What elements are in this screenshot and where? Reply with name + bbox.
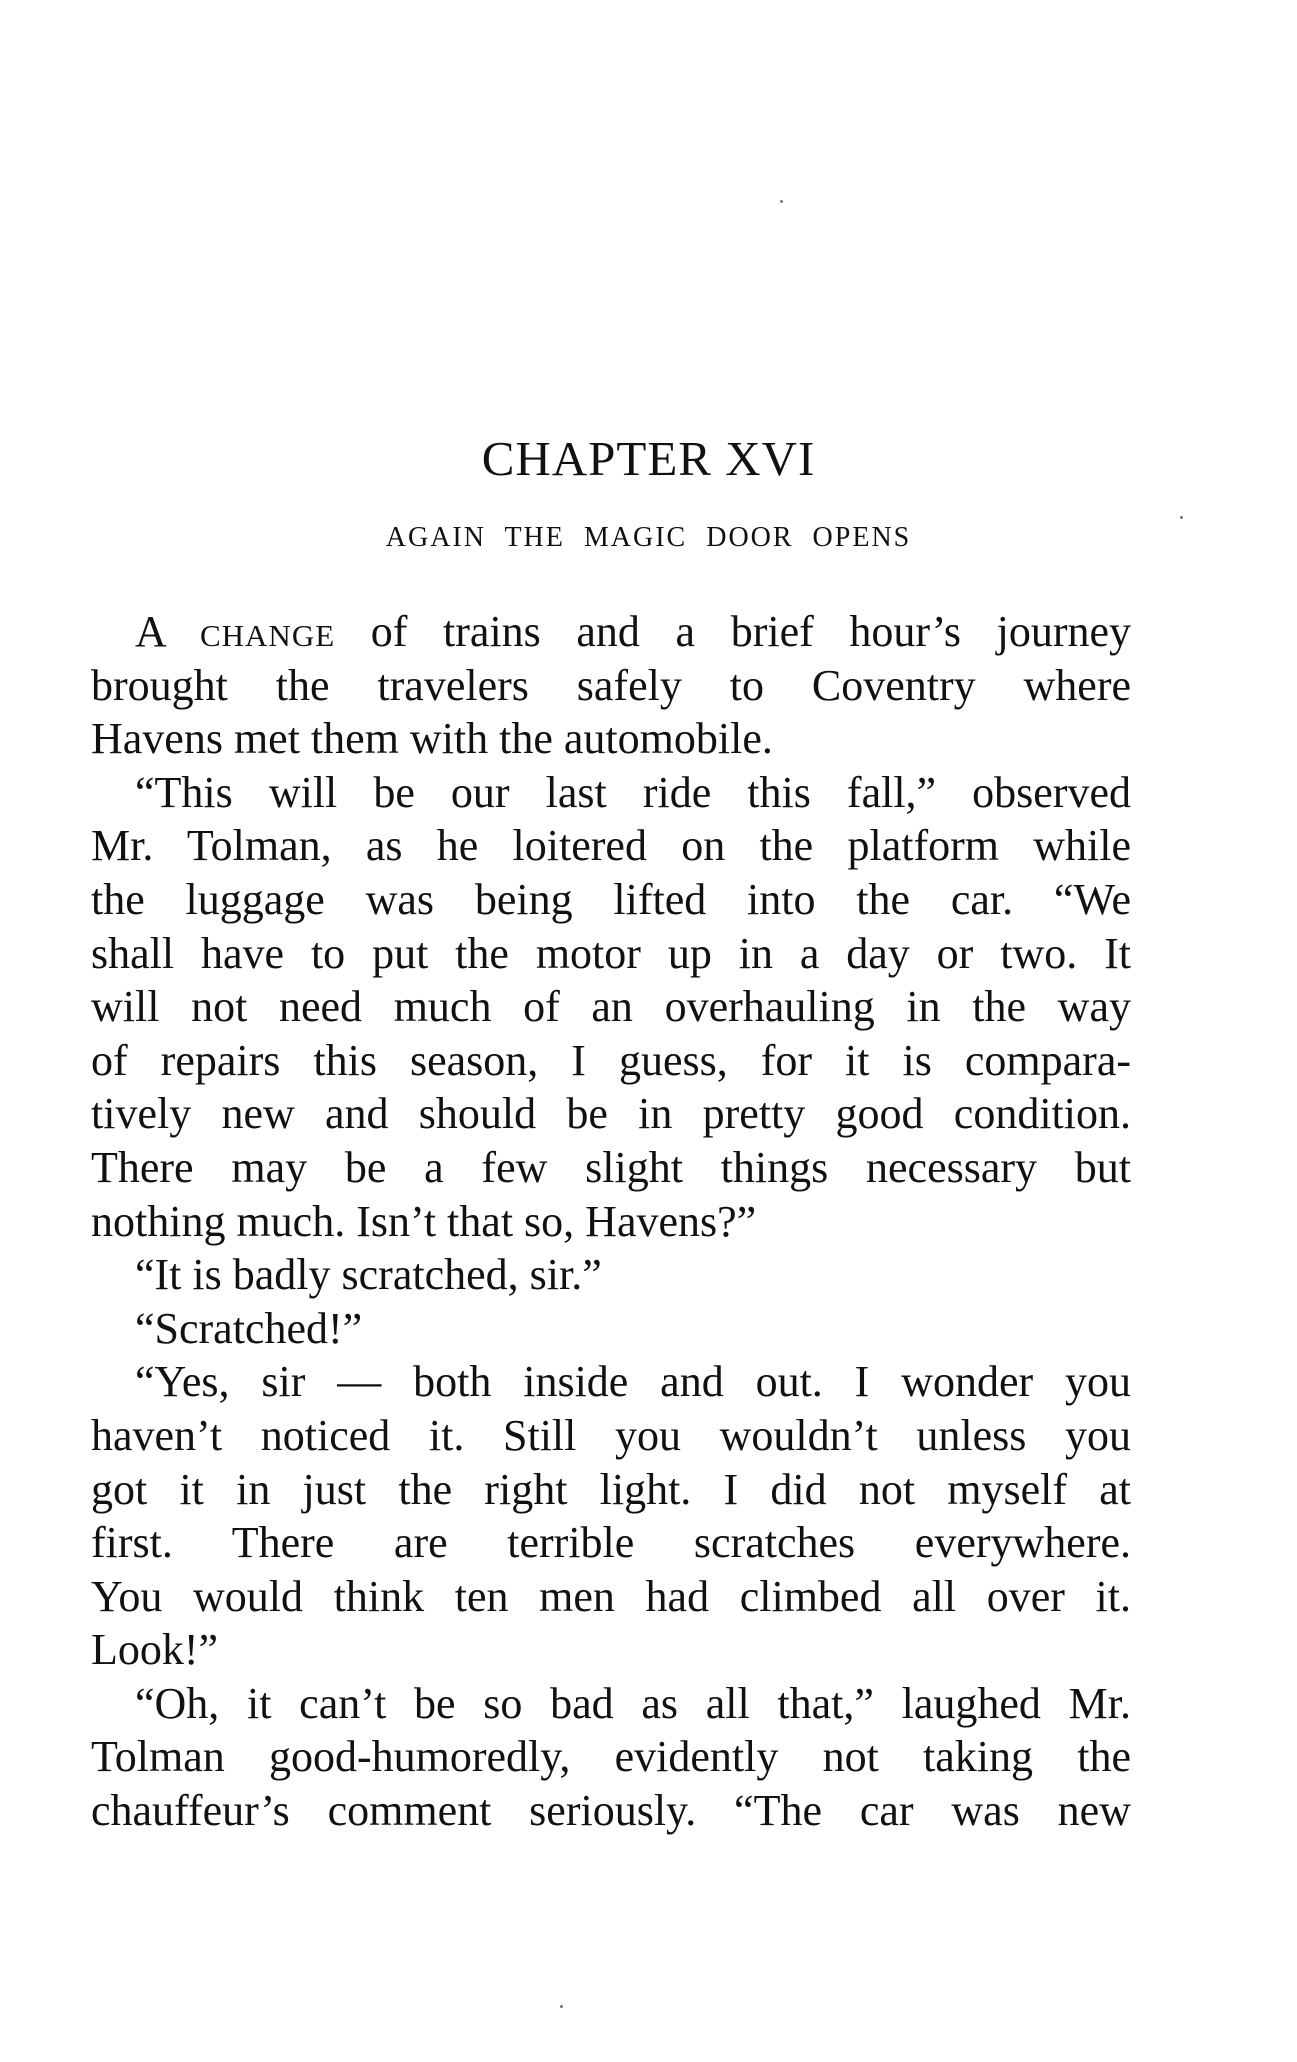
text-line: of repairs this season, I guess, for it is compara-	[91, 1035, 1131, 1085]
text-line: Look!”	[91, 1625, 219, 1675]
paper-speck	[560, 2005, 563, 2008]
text-line: “Oh, it can’t be so bad as all that,” laughed Mr.	[135, 1678, 1131, 1728]
chapter-body-text	[91, 605, 1131, 1838]
text-line: There may be a few slight things necessary but	[91, 1142, 1131, 1192]
text-line: “Yes, sir — both inside and out. I wonder you	[135, 1357, 1131, 1407]
line-text: of trains and a brief hour’s journey	[335, 607, 1132, 656]
text-line: Tolman good-humoredly, evidently not taking the	[91, 1732, 1131, 1782]
paper-speck	[1180, 516, 1183, 519]
text-line: tively new and should be in pretty good condition.	[91, 1089, 1131, 1139]
text-line: brought the travelers safely to Coventry where	[91, 660, 1131, 710]
text-line: Havens met them with the automobile.	[91, 714, 773, 764]
text-line	[91, 605, 1131, 659]
text-line: “This will be our last ride this fall,” observed	[135, 767, 1131, 817]
text-line: the luggage was being lifted into the car. “We	[91, 874, 1131, 924]
text-line: will not need much of an overhauling in the way	[91, 982, 1131, 1032]
text-line: You would think ten men had climbed all over it.	[91, 1571, 1131, 1621]
small-caps-word: change	[199, 607, 336, 656]
text-line: “It is badly scratched, sir.”	[135, 1250, 602, 1300]
chapter-title: CHAPTER XVI	[481, 431, 816, 486]
text-line: got it in just the right light. I did not myself at	[91, 1464, 1131, 1514]
text-line: shall have to put the motor up in a day or two. It	[91, 928, 1131, 978]
text-line: Mr. Tolman, as he loitered on the platform while	[91, 821, 1131, 871]
chapter-subtitle: AGAIN THE MAGIC DOOR OPENS	[385, 522, 912, 553]
text-line: “Scratched!”	[135, 1303, 363, 1353]
text-line: first. There are terrible scratches everywhere.	[91, 1518, 1131, 1568]
text-line: haven’t noticed it. Still you wouldn’t unless you	[91, 1410, 1131, 1460]
text-line: nothing much. Isn’t that so, Havens?”	[91, 1196, 757, 1246]
paper-speck	[780, 200, 783, 203]
text-line: chauffeur’s comment seriously. “The car was new	[91, 1786, 1131, 1836]
drop-lead-word: A	[135, 607, 165, 656]
